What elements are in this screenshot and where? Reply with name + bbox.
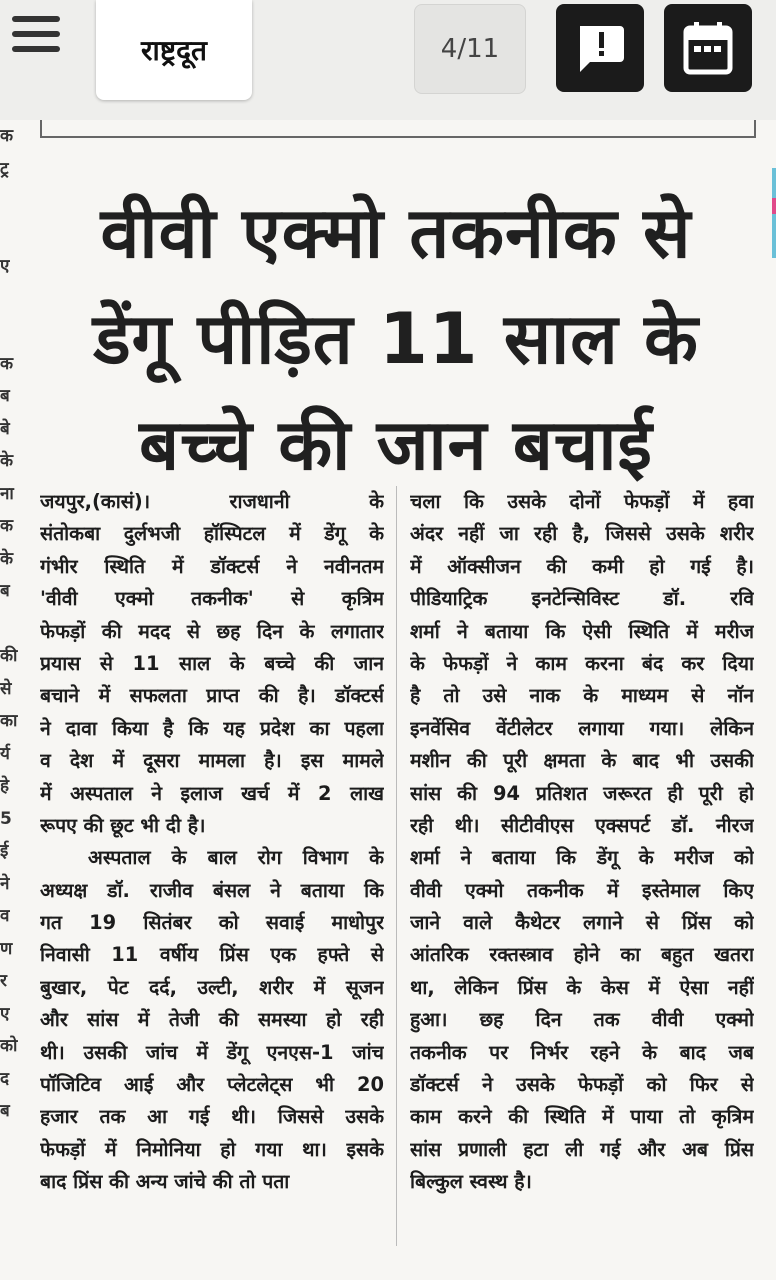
fragment-text: के — [0, 451, 14, 471]
fragment-text: ट्र — [0, 158, 9, 179]
calendar-button[interactable] — [664, 4, 752, 92]
fragment-text — [0, 608, 26, 641]
fragment-text: व — [0, 906, 10, 926]
article-text-line: फेफड़ों की मदद से छह दिन के लगातार — [40, 619, 384, 643]
fragment-text: ए — [0, 1003, 10, 1024]
article-text-line: में अस्पताल ने इलाज खर्च में 2 लाख — [40, 781, 384, 805]
article-text-line: जयपुर,(कासं)। राजधानी के — [40, 490, 384, 513]
fragment-text: क — [0, 126, 14, 146]
article-text-line: चला कि उसके दोनों फेफड़ों में हवा — [410, 490, 754, 513]
fragment-text: क — [0, 353, 14, 374]
fragment-text: की — [0, 646, 18, 666]
article-column-left — [40, 486, 384, 1199]
newspaper-logo[interactable]: राष्ट्रदूत — [96, 0, 252, 100]
article-text-line: शर्मा ने बताया कि ऐसी स्थिति में मरीज — [410, 619, 754, 643]
fragment-text: ण — [0, 938, 13, 959]
fragment-text: बे — [0, 418, 10, 439]
article-text-line: गत 19 सितंबर को सवाई माधोपुर — [40, 911, 384, 935]
app-header — [0, 0, 776, 120]
fragment-text: र — [0, 971, 7, 991]
article-text-line: शर्मा ने बताया कि डेंगू के मरीज को — [410, 846, 754, 870]
fragment-text — [0, 218, 26, 251]
article-text-line: बिल्कुल स्वस्थ है। — [410, 1170, 532, 1194]
article-text-line: 'वीवी एक्मो तकनीक' से कृत्रिम — [40, 587, 384, 611]
fragment-text: ना — [0, 483, 14, 504]
article-text-line: रूपए की छूट भी दी है। — [40, 813, 206, 837]
headline-line: बच्चे की जान बचाई — [139, 404, 653, 486]
page-border — [40, 120, 756, 138]
fragment-text: का — [0, 711, 18, 731]
fragment-text: के — [0, 548, 14, 569]
fragment-text — [0, 185, 26, 218]
article-text-line: अंदर नहीं जा रही है, जिससे उसके शरीर — [410, 522, 754, 546]
article-text-line: बाद प्रिंस की अन्य जांचे की तो पता — [40, 1170, 290, 1194]
fragment-text: से — [0, 678, 12, 699]
hamburger-menu-icon[interactable] — [12, 16, 60, 60]
adjacent-page-edge-accent — [772, 198, 776, 214]
article-text-line: बुखार, पेट दर्द, उल्टी, शरीर में सूजन — [40, 975, 384, 999]
article-text-line: के फेफड़ों ने काम करना बंद कर दिया — [410, 651, 754, 675]
article-text-line: फेफड़ों में निमोनिया हो गया था। इसके — [40, 1137, 384, 1161]
article-text-line: ने दावा किया है कि यह प्रदेश का पहला — [40, 716, 384, 740]
article-text-line: और सांस में तेजी की समस्या हो रही — [40, 1008, 384, 1032]
fragment-text — [0, 283, 26, 316]
fragment-text: हे — [0, 776, 10, 796]
feedback-button[interactable] — [556, 4, 644, 92]
article-text-line: व देश में दूसरा मामला है। इस मामले — [40, 749, 384, 773]
fragment-text: क — [0, 516, 14, 536]
adjacent-column-fragments — [0, 120, 26, 1280]
article-text-line: है तो उसे नाक के माध्यम से नॉन — [410, 684, 754, 708]
headline-line: डेंगू पीड़ित 11 साल के — [93, 298, 699, 380]
article-headline — [40, 180, 752, 498]
fragment-text: र्य — [0, 743, 10, 764]
article-text-line: अध्यक्ष डॉ. राजीव बंसल ने बताया कि — [40, 878, 384, 902]
calendar-icon — [682, 20, 734, 76]
article-text-line: पीडियाट्रिक इनटेन्सिविस्ट डॉ. रवि — [410, 587, 754, 611]
headline-line: वीवी एक्मो तकनीक से — [100, 192, 692, 274]
fragment-text: ब — [0, 386, 10, 406]
article-text-line: काम करने की स्थिति में पाया तो कृत्रिम — [410, 1105, 754, 1129]
fragment-text: ने — [0, 873, 10, 894]
article-text-line: सांस की 94 प्रतिशत जरूरत ही पूरी हो — [410, 781, 754, 805]
article-text-line: प्रयास से 11 साल के बच्चे की जान — [40, 651, 384, 675]
article-text-line: थी। उसकी जांच में डेंगू एनएस-1 जांच — [40, 1040, 384, 1064]
page-indicator[interactable]: 4/11 — [414, 4, 526, 94]
article-text-line: निवासी 11 वर्षीय प्रिंस एक हफ्ते से — [40, 943, 384, 967]
article-text-line: हजार तक आ गई थी। जिससे उसके — [40, 1105, 384, 1129]
article-text-line: बचाने में सफलता प्राप्त की है। डॉक्टर्स — [40, 684, 384, 708]
article-text-line: डॉक्टर्स ने उसके फेफड़ों को फिर से — [410, 1073, 754, 1097]
feedback-icon — [572, 20, 628, 76]
article-text-line: तकनीक पर निर्भर रहने के बाद जब — [410, 1040, 754, 1064]
article-text-line: में ऑक्सीजन की कमी हो गई है। — [410, 554, 754, 578]
article-text-line: सांस प्रणाली हटा ली गई और अब प्रिंस — [410, 1137, 754, 1161]
fragment-text: ए — [0, 256, 10, 276]
fragment-text: ई — [0, 841, 9, 861]
article-text-line: जाने वाले कैथेटर लगाने से प्रिंस को — [410, 911, 754, 935]
column-divider — [396, 486, 397, 1246]
fragment-text: ब — [0, 581, 10, 601]
article-text-line: मशीन की पूरी क्षमता के बाद भी उसकी — [410, 749, 754, 773]
fragment-text: द — [0, 1068, 10, 1089]
newspaper-page[interactable] — [0, 120, 776, 1280]
article-text-line: हुआ। छह दिन तक वीवी एक्मो — [410, 1008, 754, 1032]
article-text-line: पॉजिटिव आई और प्लेटलेट्स भी 20 — [40, 1073, 384, 1097]
article-text-line: था, लेकिन प्रिंस के केस में ऐसा नहीं — [410, 975, 754, 999]
article-text-line: आंतरिक रक्तस्त्राव होने का बहुत खतरा — [410, 943, 754, 967]
article-text-line: वीवी एक्मो तकनीक में इस्तेमाल किए — [410, 878, 754, 902]
article-text-line: संतोकबा दुर्लभजी हॉस्पिटल में डेंगू के — [40, 522, 384, 546]
article-text-line: अस्पताल के बाल रोग विभाग के — [88, 846, 384, 870]
article-column-right — [410, 486, 754, 1199]
fragment-text: ब — [0, 1101, 10, 1121]
fragment-text — [0, 315, 26, 348]
fragment-text: 5 — [0, 808, 12, 829]
article-text-line: रही थी। सीटीवीएस एक्सपर्ट डॉ. नीरज — [410, 813, 754, 837]
fragment-text: को — [0, 1036, 18, 1056]
article-text-line: गंभीर स्थिति में डॉक्टर्स ने नवीनतम — [40, 554, 384, 578]
article-text-line: इनवेंसिव वेंटीलेटर लगाया गया। लेकिन — [410, 716, 754, 740]
